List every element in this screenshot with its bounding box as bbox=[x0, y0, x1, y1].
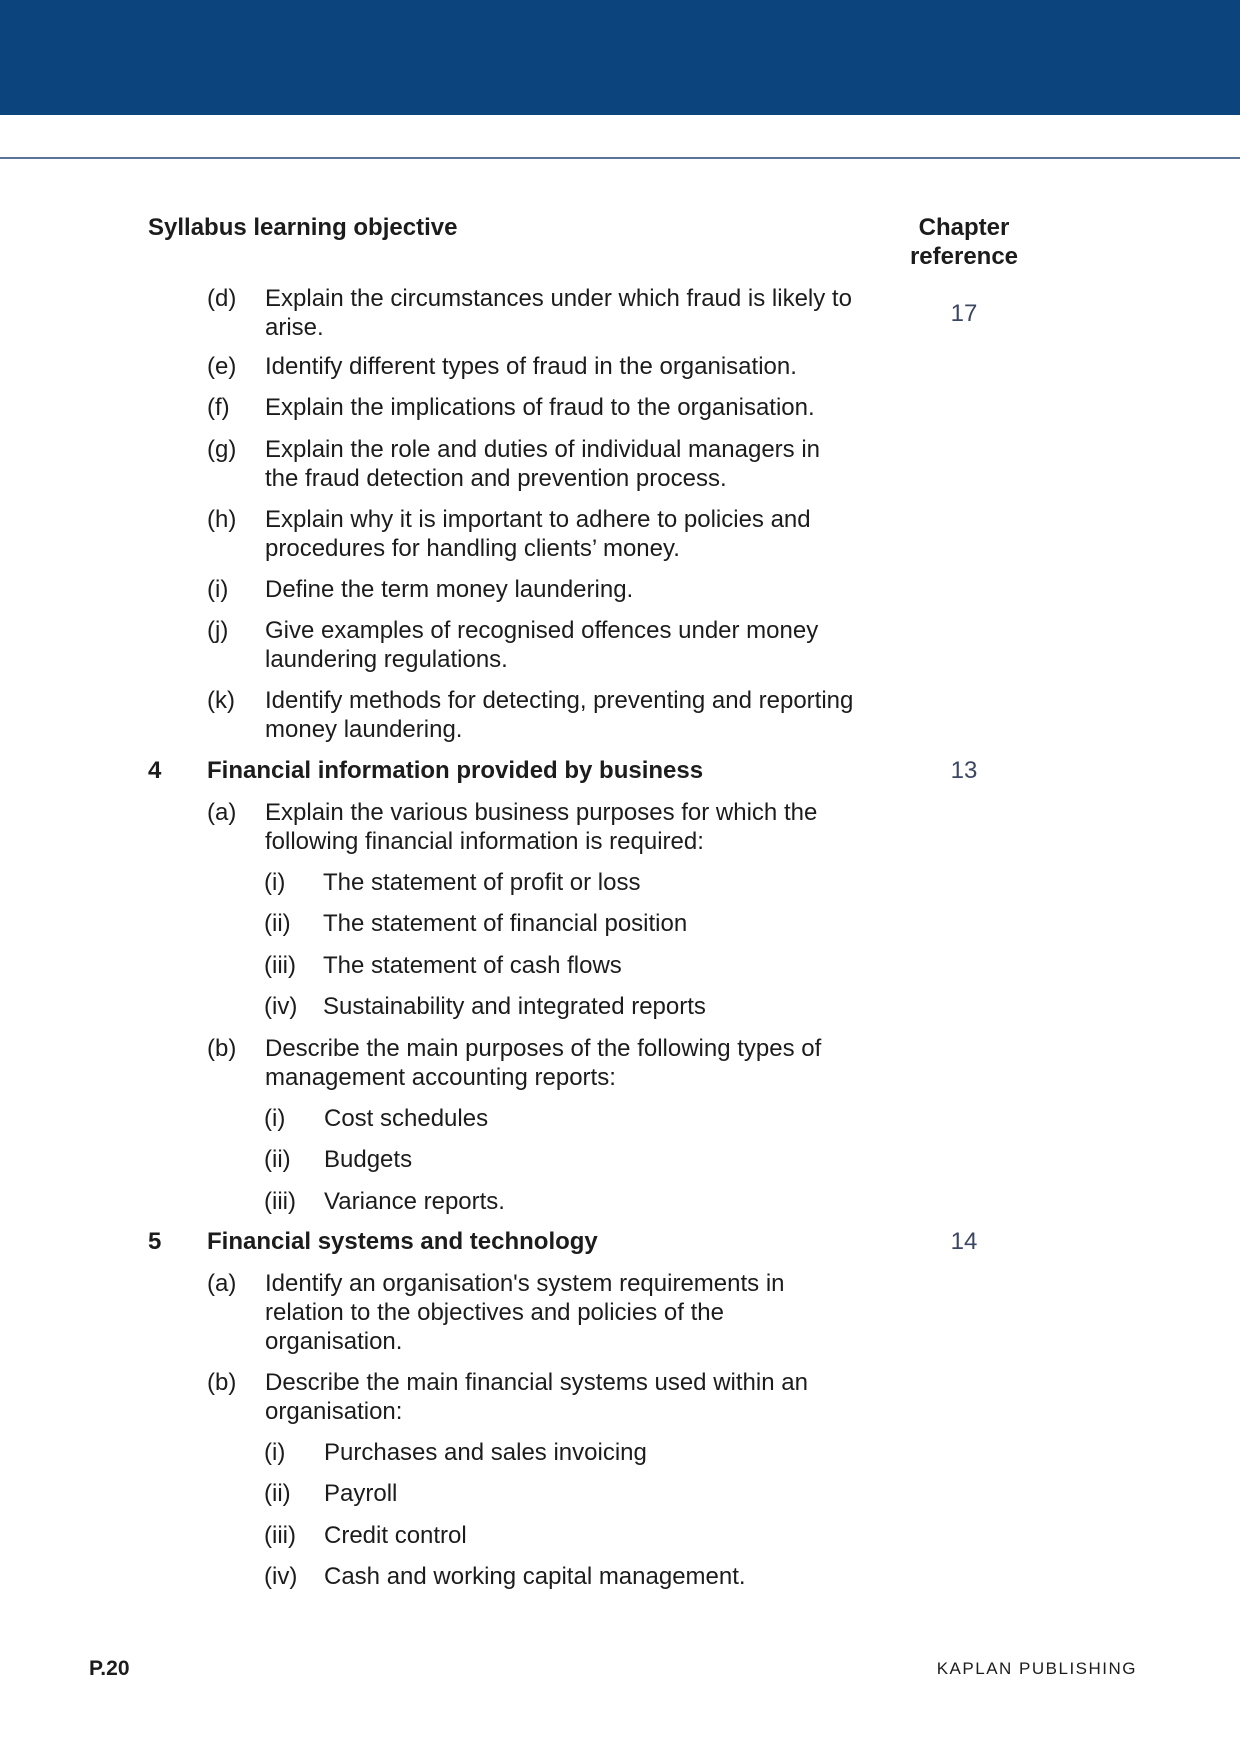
item-text-line: Explain the role and duties of individual managers in bbox=[265, 436, 821, 463]
sub-item-label: (i) bbox=[264, 1105, 286, 1132]
item-text-line: following financial information is required: bbox=[265, 828, 704, 855]
item-label: (i) bbox=[207, 576, 229, 603]
sub-item-text: Cash and working capital management. bbox=[324, 1563, 746, 1590]
header-band bbox=[0, 0, 1240, 115]
item-label: (b) bbox=[207, 1369, 237, 1396]
sub-item-text: The statement of cash flows bbox=[323, 952, 622, 979]
item-label: (j) bbox=[207, 617, 229, 644]
item-text-line: organisation. bbox=[265, 1328, 403, 1355]
item-text-line: arise. bbox=[265, 314, 324, 341]
section-title: Financial systems and technology bbox=[207, 1228, 598, 1255]
sub-item-text: The statement of financial position bbox=[323, 910, 688, 937]
publisher-name: KAPLAN PUBLISHING bbox=[936, 1659, 1137, 1678]
sub-item-text: Sustainability and integrated reports bbox=[323, 993, 706, 1020]
header-rule bbox=[0, 157, 1240, 159]
sub-item-label: (iii) bbox=[264, 952, 296, 979]
item-text-line: Explain the various business purposes for which the bbox=[265, 799, 818, 826]
section-number: 4 bbox=[148, 757, 162, 784]
sub-item-label: (i) bbox=[264, 869, 286, 896]
sub-item-label: (ii) bbox=[264, 1146, 291, 1173]
sub-item-text: Payroll bbox=[324, 1480, 398, 1507]
item-label: (a) bbox=[207, 1270, 237, 1297]
item-text-line: Identify an organisation's system requirements in bbox=[265, 1270, 785, 1297]
sub-item-label: (i) bbox=[264, 1439, 286, 1466]
item-text-line: laundering regulations. bbox=[265, 646, 508, 673]
item-label: (e) bbox=[207, 353, 237, 380]
page-number: P.20 bbox=[89, 1657, 130, 1680]
item-text-line: money laundering. bbox=[265, 716, 463, 743]
item-text-line: Give examples of recognised offences under money bbox=[265, 617, 819, 644]
sub-item-label: (ii) bbox=[264, 1480, 291, 1507]
sub-item-text: Purchases and sales invoicing bbox=[324, 1439, 647, 1466]
sub-item-text: The statement of profit or loss bbox=[323, 869, 641, 896]
sub-item-text: Budgets bbox=[324, 1146, 413, 1173]
section-title: Financial information provided by business bbox=[207, 757, 704, 784]
sub-item-text: Variance reports. bbox=[324, 1188, 505, 1215]
item-text-line: Identify methods for detecting, preventing and reporting bbox=[265, 687, 854, 714]
sub-item-label: (iii) bbox=[264, 1188, 296, 1215]
item-text-line: Explain the circumstances under which fraud is likely to bbox=[265, 285, 852, 312]
item-label: (h) bbox=[207, 506, 237, 533]
chapter-reference: 17 bbox=[950, 300, 978, 327]
item-text-line: procedures for handling clients’ money. bbox=[265, 535, 680, 562]
item-text-line: management accounting reports: bbox=[265, 1064, 616, 1091]
item-label: (f) bbox=[207, 394, 230, 421]
column-heading-chapter bbox=[884, 213, 1044, 271]
item-label: (g) bbox=[207, 436, 237, 463]
sub-item-text: Credit control bbox=[324, 1522, 467, 1549]
section-number: 5 bbox=[148, 1228, 162, 1255]
sub-item-label: (iv) bbox=[264, 1563, 298, 1590]
item-text-line: Explain the implications of fraud to the organisation. bbox=[265, 394, 815, 421]
item-text-line: relation to the objectives and policies of the bbox=[265, 1299, 724, 1326]
item-text-line: Identify different types of fraud in the organisation. bbox=[265, 353, 797, 380]
sub-item-label: (iii) bbox=[264, 1522, 296, 1549]
item-text-line: organisation: bbox=[265, 1398, 403, 1425]
chapter-reference: 13 bbox=[950, 757, 978, 784]
column-heading-objective: Syllabus learning objective bbox=[148, 214, 458, 241]
item-text-line: Describe the main financial systems used within an bbox=[265, 1369, 808, 1396]
chapter-heading-line2: reference bbox=[909, 243, 1019, 270]
sub-item-label: (iv) bbox=[264, 993, 298, 1020]
sub-item-label: (ii) bbox=[264, 910, 291, 937]
item-text-line: Explain why it is important to adhere to policies and bbox=[265, 506, 811, 533]
sub-item-text: Cost schedules bbox=[324, 1105, 489, 1132]
item-label: (b) bbox=[207, 1035, 237, 1062]
item-label: (k) bbox=[207, 687, 235, 714]
item-label: (d) bbox=[207, 285, 237, 312]
chapter-reference: 14 bbox=[950, 1228, 978, 1255]
item-text-line: the fraud detection and prevention process. bbox=[265, 465, 727, 492]
item-text-line: Define the term money laundering. bbox=[265, 576, 634, 603]
chapter-heading-line1: Chapter bbox=[918, 214, 1010, 241]
item-label: (a) bbox=[207, 799, 237, 826]
item-text-line: Describe the main purposes of the following types of bbox=[265, 1035, 822, 1062]
